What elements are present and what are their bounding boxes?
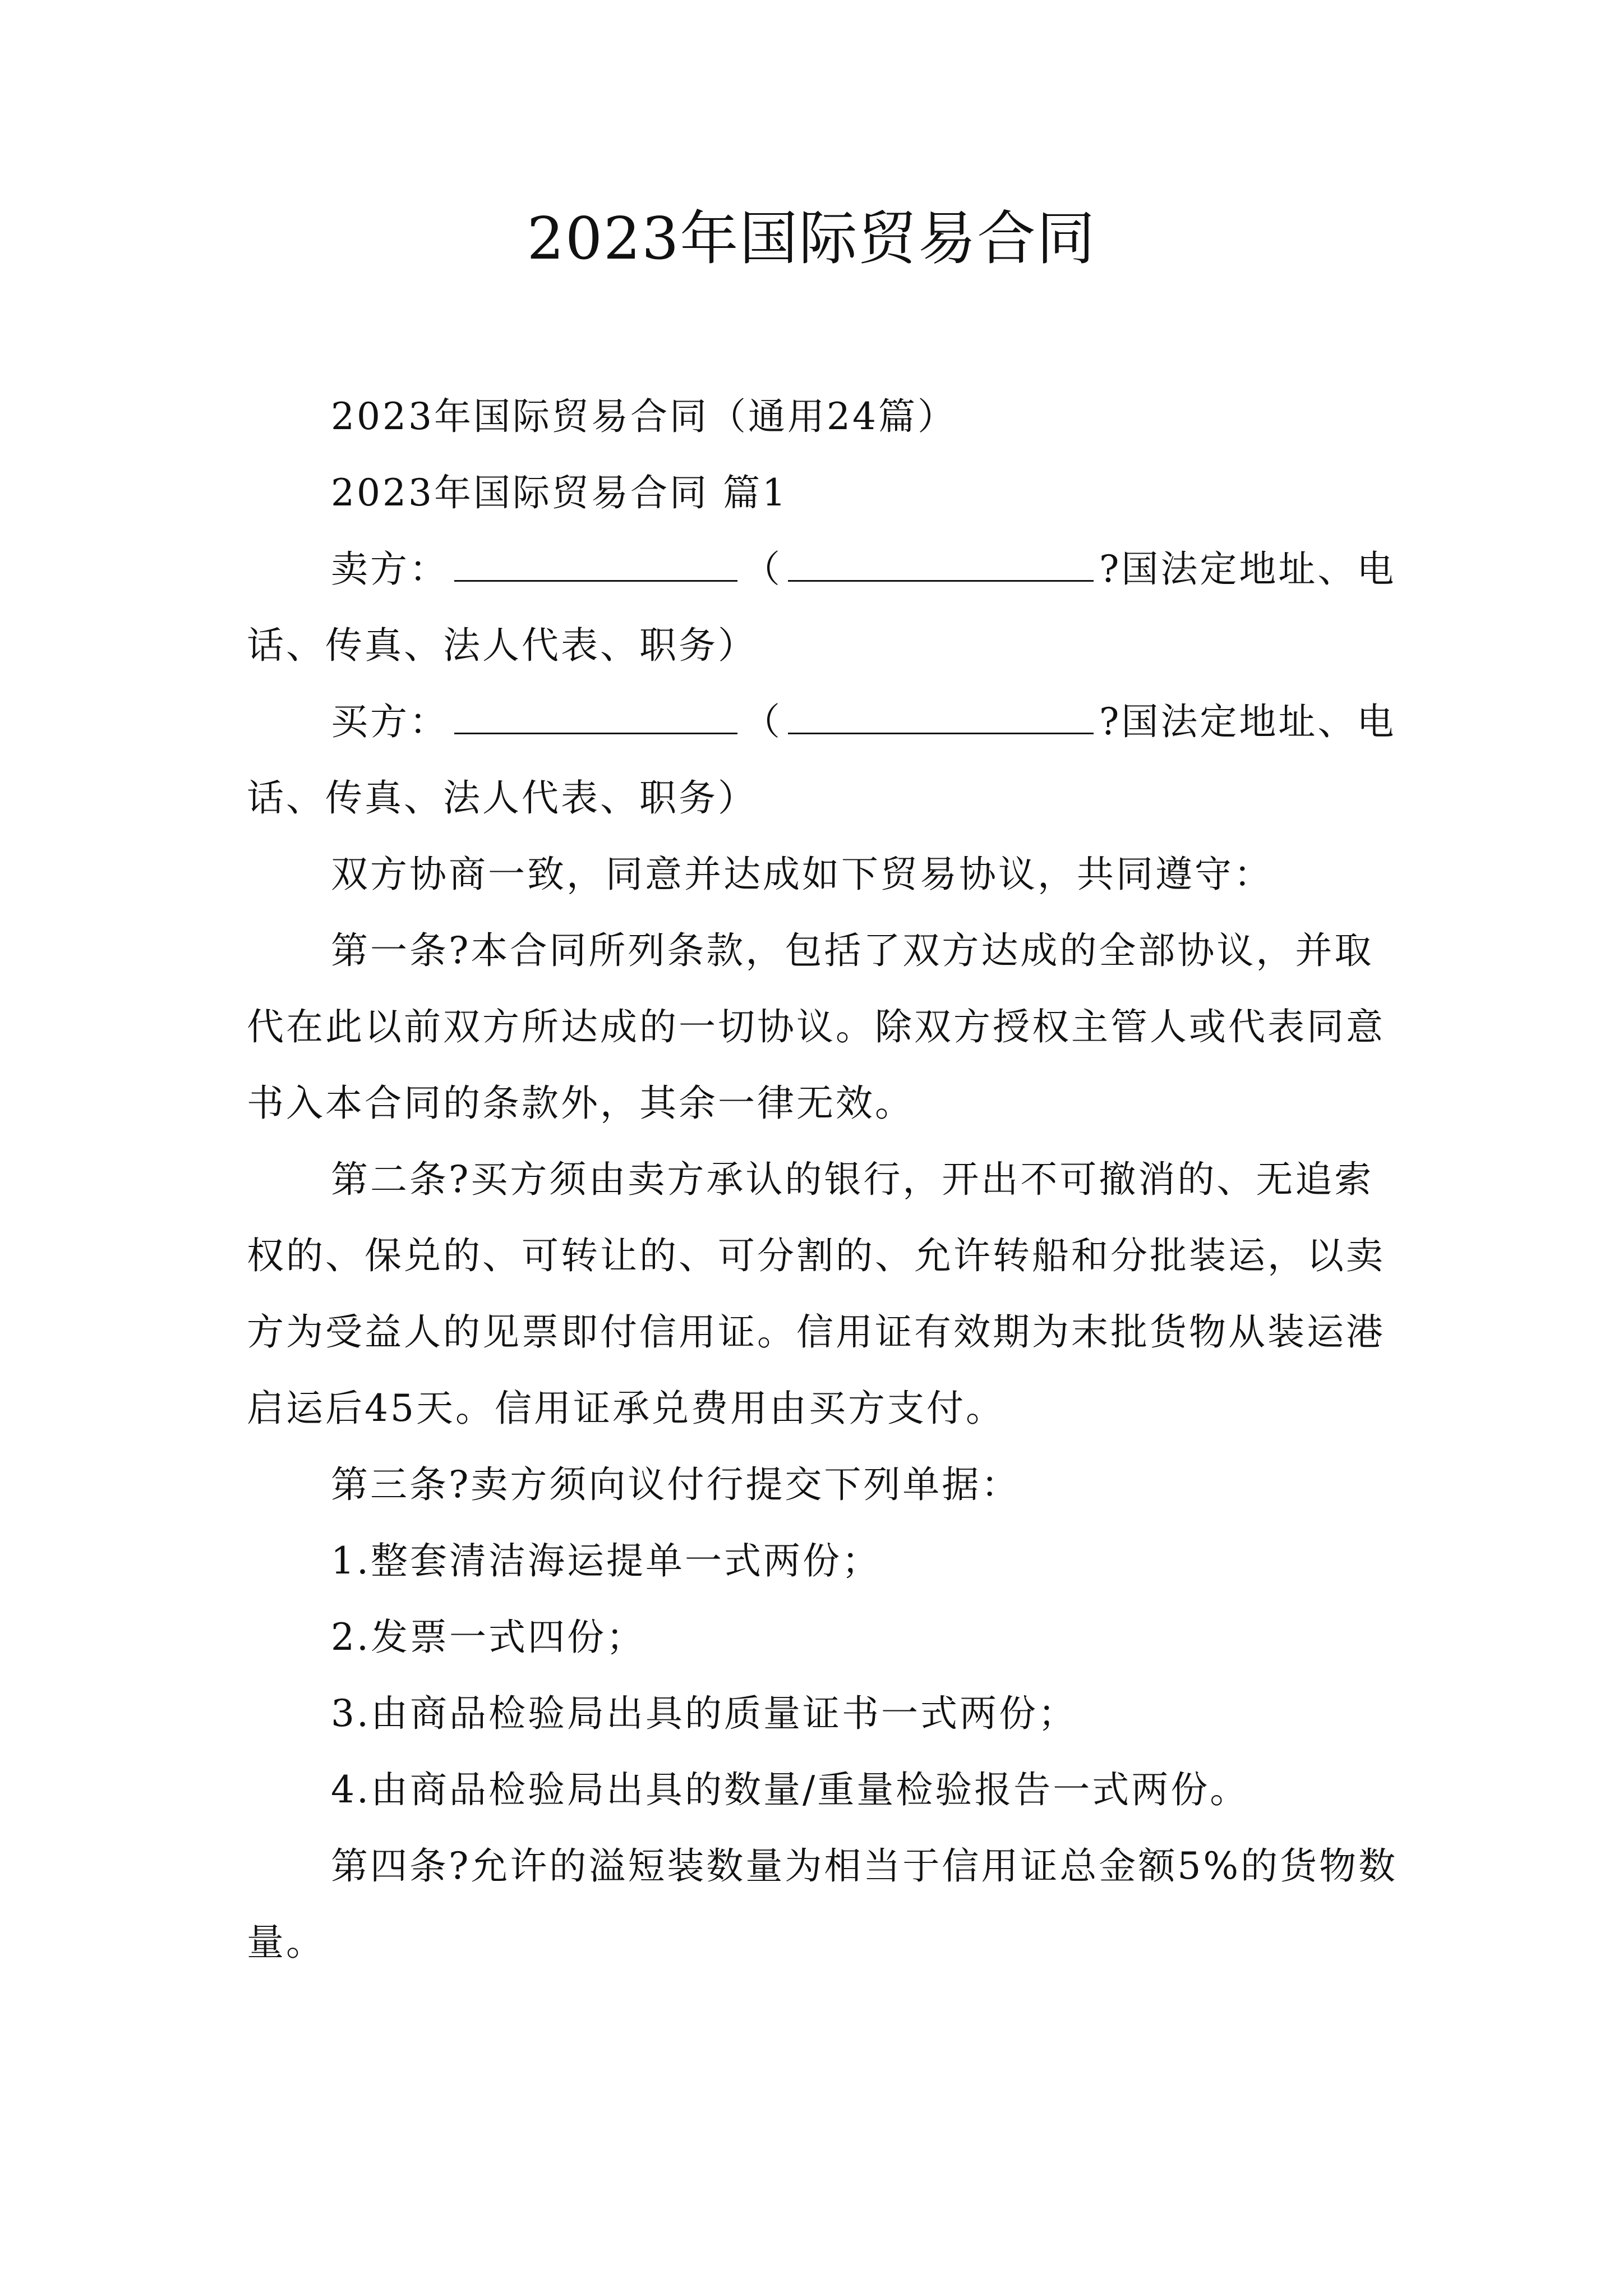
seller-name-blank [454, 545, 737, 582]
document-body [247, 379, 1408, 1981]
seller-country-blank [788, 545, 1094, 582]
seller-details-label: ?国法定地址、电话、传真、法人代表、职务） [247, 547, 1396, 667]
buyer-label: 买方： [331, 700, 449, 743]
document-subtitle: 2023年国际贸易合同（通用24篇） [331, 395, 957, 438]
section-heading: 2023年国际贸易合同 篇1 [331, 471, 788, 514]
document-item-4: 4.由商品检验局出具的数量/重量检验报告一式两份。 [331, 1768, 1249, 1811]
buyer-open-paren: （ [743, 700, 782, 743]
document-item-2: 2.发票一式四份； [331, 1616, 645, 1659]
seller-open-paren: （ [743, 547, 782, 591]
buyer-line [247, 684, 1408, 836]
article-2: 第二条?买方须由卖方承认的银行，开出不可撤消的、无追索权的、保兑的、可转让的、可分割的、允许转船和分批装运，以卖方为受益人的见票即付信用证。信用证有效期为末批货物从装运港启运后45天。信用证承兑费用由买方支付。 [247, 1158, 1385, 1430]
seller-line [247, 531, 1408, 684]
article-3: 第三条?卖方须向议付行提交下列单据： [331, 1463, 1021, 1506]
buyer-name-blank [454, 698, 737, 734]
document-item-1: 1.整套清洁海运提单一式两份； [331, 1539, 881, 1582]
buyer-country-blank [788, 698, 1094, 734]
document-item-3: 3.由商品检验局出具的质量证书一式两份； [331, 1692, 1077, 1735]
document-title: 2023年国际贸易合同 [527, 204, 1096, 273]
agreement-intro: 双方协商一致，同意并达成如下贸易协议，共同遵守： [331, 853, 1273, 896]
buyer-details-label: ?国法定地址、电话、传真、法人代表、职务） [247, 700, 1396, 820]
article-4: 第四条?允许的溢短装数量为相当于信用证总金额5%的货物数量。 [247, 1844, 1398, 1964]
seller-label: 卖方： [331, 547, 449, 591]
article-1: 第一条?本合同所列条款，包括了双方达成的全部协议，并取代在此以前双方所达成的一切协议。除双方授权主管人或代表同意书入本合同的条款外，其余一律无效。 [247, 929, 1385, 1125]
